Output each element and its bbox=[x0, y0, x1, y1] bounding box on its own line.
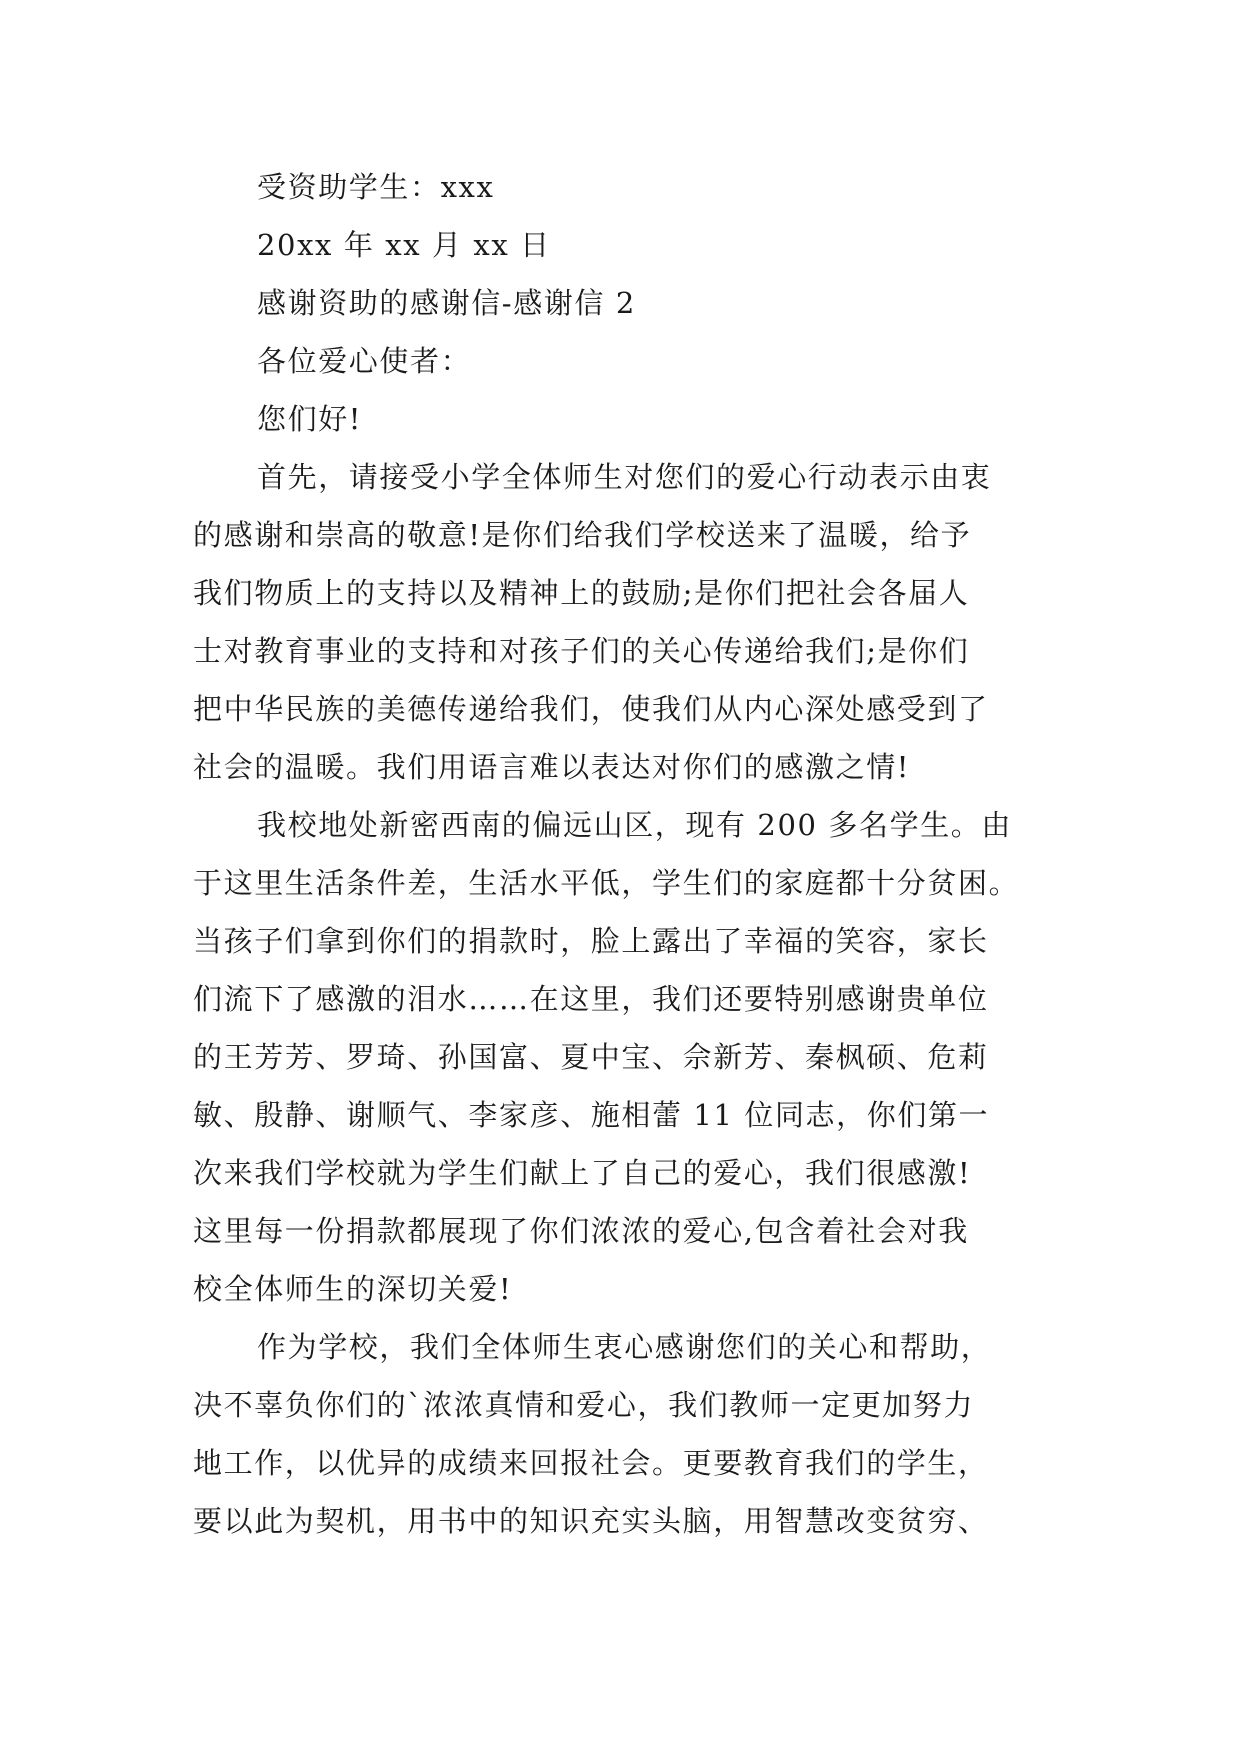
paragraph-commitment bbox=[193, 1318, 1053, 1550]
letter-title: 感谢资助的感谢信-感谢信 2 bbox=[257, 286, 636, 320]
paragraph-line: 决不辜负你们的`浓浓真情和爱心，我们教师一定更加努力 bbox=[193, 1388, 975, 1422]
paragraph-line: 要以此为契机，用书中的知识充实头脑，用智慧改变贫穷、 bbox=[193, 1504, 989, 1538]
paragraph-line: 首先，请接受小学全体师生对您们的爱心行动表示由衷 bbox=[257, 460, 992, 494]
paragraph-line: 士对教育事业的支持和对孩子们的关心传递给我们;是你们 bbox=[193, 634, 970, 668]
letter-body bbox=[193, 158, 1053, 1550]
paragraph-line: 把中华民族的美德传递给我们，使我们从内心深处感受到了 bbox=[193, 692, 989, 726]
salutation: 各位爱心使者： bbox=[257, 344, 472, 378]
paragraph-line: 敏、殷静、谢顺气、李家彦、施相蕾 11 位同志，你们第一 bbox=[193, 1098, 990, 1132]
paragraph-line: 于这里生活条件差，生活水平低，学生们的家庭都十分贫困。 bbox=[193, 866, 1020, 900]
paragraph-line: 当孩子们拿到你们的捐款时，脸上露出了幸福的笑容，家长 bbox=[193, 924, 989, 958]
paragraph-line: 这里每一份捐款都展现了你们浓浓的爱心,包含着社会对我 bbox=[193, 1214, 969, 1248]
paragraph-line: 的王芳芳、罗琦、孙国富、夏中宝、佘新芳、秦枫硕、危莉 bbox=[193, 1040, 989, 1074]
paragraph-line: 我们物质上的支持以及精神上的鼓励;是你们把社会各届人 bbox=[193, 576, 970, 610]
paragraph-line: 次来我们学校就为学生们献上了自己的爱心，我们很感激! bbox=[193, 1156, 972, 1190]
paragraph-line: 我校地处新密西南的偏远山区，现有 200 多名学生。由 bbox=[257, 808, 1012, 842]
paragraph-line: 社会的温暖。我们用语言难以表达对你们的感激之情! bbox=[193, 750, 911, 784]
greeting: 您们好! bbox=[257, 402, 363, 436]
letter-date: 20xx 年 xx 月 xx 日 bbox=[257, 228, 551, 262]
paragraph-line: 地工作，以优异的成绩来回报社会。更要教育我们的学生， bbox=[193, 1446, 989, 1480]
paragraph-line: 的感谢和崇高的敬意!是你们给我们学校送来了温暖，给予 bbox=[193, 518, 972, 552]
paragraph-school-situation bbox=[193, 796, 1053, 1318]
student-signature: 受资助学生：xxx bbox=[257, 170, 495, 204]
paragraph-line: 们流下了感激的泪水……在这里，我们还要特别感谢贵单位 bbox=[193, 982, 989, 1016]
paragraph-line: 校全体师生的深切关爱! bbox=[193, 1272, 513, 1306]
paragraph-line: 作为学校，我们全体师生衷心感谢您们的关心和帮助， bbox=[257, 1330, 992, 1364]
paragraph-thanks bbox=[193, 448, 1053, 796]
